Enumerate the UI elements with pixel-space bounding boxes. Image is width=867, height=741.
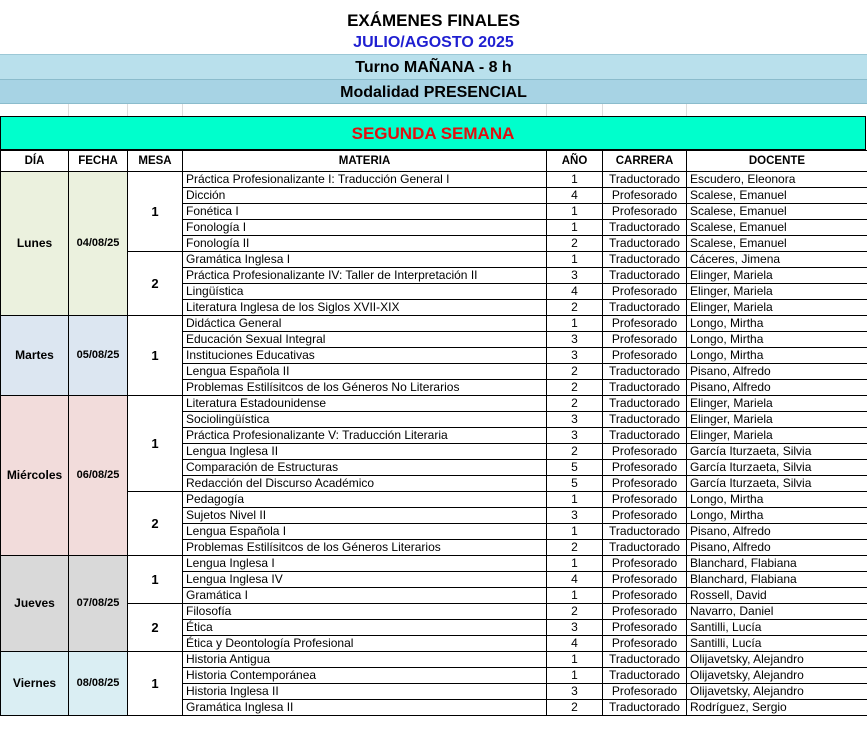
materia-cell: Práctica Profesionalizante V: Traducción Literaria bbox=[183, 428, 547, 444]
carrera-cell: Profesorado bbox=[603, 332, 687, 348]
table-row bbox=[1, 252, 867, 268]
anio-cell: 1 bbox=[547, 668, 603, 684]
column-header-anio: AÑO bbox=[547, 151, 603, 172]
anio-cell: 3 bbox=[547, 620, 603, 636]
sheet-gridlines bbox=[0, 104, 867, 116]
mesa-cell: 1 bbox=[128, 316, 183, 396]
anio-cell: 2 bbox=[547, 396, 603, 412]
table-row bbox=[1, 604, 867, 620]
carrera-cell: Traductorado bbox=[603, 252, 687, 268]
carrera-cell: Profesorado bbox=[603, 604, 687, 620]
anio-cell: 1 bbox=[547, 172, 603, 188]
mesa-cell: 1 bbox=[128, 652, 183, 716]
docente-cell: García Iturzaeta, Silvia bbox=[687, 476, 867, 492]
mesa-cell: 1 bbox=[128, 556, 183, 604]
docente-cell: Longo, Mirtha bbox=[687, 332, 867, 348]
docente-cell: Longo, Mirtha bbox=[687, 316, 867, 332]
carrera-cell: Profesorado bbox=[603, 348, 687, 364]
anio-cell: 3 bbox=[547, 684, 603, 700]
anio-cell: 3 bbox=[547, 268, 603, 284]
docente-cell: Olijavetsky, Alejandro bbox=[687, 668, 867, 684]
anio-cell: 3 bbox=[547, 428, 603, 444]
materia-cell: Gramática Inglesa II bbox=[183, 700, 547, 716]
column-header-mesa: MESA bbox=[128, 151, 183, 172]
docente-cell: Blanchard, Flabiana bbox=[687, 556, 867, 572]
column-header-carrera: CARRERA bbox=[603, 151, 687, 172]
carrera-cell: Profesorado bbox=[603, 508, 687, 524]
materia-cell: Historia Antigua bbox=[183, 652, 547, 668]
table-row bbox=[1, 652, 867, 668]
day-cell: Viernes bbox=[1, 652, 69, 716]
carrera-cell: Traductorado bbox=[603, 236, 687, 252]
carrera-cell: Traductorado bbox=[603, 540, 687, 556]
materia-cell: Educación Sexual Integral bbox=[183, 332, 547, 348]
column-header-materia: MATERIA bbox=[183, 151, 547, 172]
column-header-fecha: FECHA bbox=[69, 151, 128, 172]
mesa-cell: 2 bbox=[128, 604, 183, 652]
carrera-cell: Traductorado bbox=[603, 652, 687, 668]
anio-cell: 2 bbox=[547, 604, 603, 620]
docente-cell: Pisano, Alfredo bbox=[687, 540, 867, 556]
anio-cell: 2 bbox=[547, 444, 603, 460]
docente-cell: Santilli, Lucía bbox=[687, 636, 867, 652]
materia-cell: Práctica Profesionalizante I: Traducción General I bbox=[183, 172, 547, 188]
materia-cell: Gramática Inglesa I bbox=[183, 252, 547, 268]
materia-cell: Dicción bbox=[183, 188, 547, 204]
materia-cell: Pedagogía bbox=[183, 492, 547, 508]
materia-cell: Literatura Estadounidense bbox=[183, 396, 547, 412]
docente-cell: Olijavetsky, Alejandro bbox=[687, 652, 867, 668]
materia-cell: Ética bbox=[183, 620, 547, 636]
materia-cell: Sociolingüística bbox=[183, 412, 547, 428]
anio-cell: 3 bbox=[547, 348, 603, 364]
carrera-cell: Profesorado bbox=[603, 188, 687, 204]
table-body bbox=[1, 172, 867, 716]
carrera-cell: Profesorado bbox=[603, 460, 687, 476]
materia-cell: Lengua Inglesa IV bbox=[183, 572, 547, 588]
docente-cell: Santilli, Lucía bbox=[687, 620, 867, 636]
carrera-cell: Profesorado bbox=[603, 316, 687, 332]
anio-cell: 4 bbox=[547, 636, 603, 652]
anio-cell: 1 bbox=[547, 316, 603, 332]
materia-cell: Literatura Inglesa de los Siglos XVII-XIX bbox=[183, 300, 547, 316]
carrera-cell: Profesorado bbox=[603, 620, 687, 636]
anio-cell: 4 bbox=[547, 188, 603, 204]
anio-cell: 2 bbox=[547, 300, 603, 316]
anio-cell: 1 bbox=[547, 588, 603, 604]
materia-cell: Fonética I bbox=[183, 204, 547, 220]
anio-cell: 1 bbox=[547, 524, 603, 540]
date-cell: 07/08/25 bbox=[69, 556, 128, 652]
docente-cell: Navarro, Daniel bbox=[687, 604, 867, 620]
docente-cell: Blanchard, Flabiana bbox=[687, 572, 867, 588]
docente-cell: Longo, Mirtha bbox=[687, 348, 867, 364]
date-cell: 08/08/25 bbox=[69, 652, 128, 716]
anio-cell: 1 bbox=[547, 252, 603, 268]
materia-cell: Problemas Estilísitcos de los Géneros Literarios bbox=[183, 540, 547, 556]
anio-cell: 3 bbox=[547, 508, 603, 524]
date-cell: 06/08/25 bbox=[69, 396, 128, 556]
anio-cell: 2 bbox=[547, 236, 603, 252]
materia-cell: Lingüística bbox=[183, 284, 547, 300]
anio-cell: 3 bbox=[547, 332, 603, 348]
table-row bbox=[1, 556, 867, 572]
docente-cell: Pisano, Alfredo bbox=[687, 380, 867, 396]
anio-cell: 2 bbox=[547, 540, 603, 556]
docente-cell: Elinger, Mariela bbox=[687, 396, 867, 412]
materia-cell: Problemas Estilísitcos de los Géneros No Literarios bbox=[183, 380, 547, 396]
carrera-cell: Traductorado bbox=[603, 396, 687, 412]
carrera-cell: Profesorado bbox=[603, 556, 687, 572]
docente-cell: Olijavetsky, Alejandro bbox=[687, 684, 867, 700]
anio-cell: 5 bbox=[547, 460, 603, 476]
docente-cell: Elinger, Mariela bbox=[687, 428, 867, 444]
anio-cell: 2 bbox=[547, 700, 603, 716]
carrera-cell: Traductorado bbox=[603, 668, 687, 684]
docente-cell: Elinger, Mariela bbox=[687, 412, 867, 428]
docente-cell: Escudero, Eleonora bbox=[687, 172, 867, 188]
date-cell: 04/08/25 bbox=[69, 172, 128, 316]
anio-cell: 1 bbox=[547, 220, 603, 236]
anio-cell: 2 bbox=[547, 364, 603, 380]
carrera-cell: Traductorado bbox=[603, 364, 687, 380]
materia-cell: Fonología I bbox=[183, 220, 547, 236]
table-row bbox=[1, 316, 867, 332]
column-header-docente: DOCENTE bbox=[687, 151, 867, 172]
materia-cell: Redacción del Discurso Académico bbox=[183, 476, 547, 492]
docente-cell: Elinger, Mariela bbox=[687, 268, 867, 284]
table-row bbox=[1, 492, 867, 508]
table-row bbox=[1, 396, 867, 412]
carrera-cell: Traductorado bbox=[603, 524, 687, 540]
table-header-row bbox=[1, 151, 867, 172]
materia-cell: Fonología II bbox=[183, 236, 547, 252]
carrera-cell: Traductorado bbox=[603, 380, 687, 396]
mesa-cell: 2 bbox=[128, 492, 183, 556]
week-banner: SEGUNDA SEMANA bbox=[0, 116, 866, 150]
anio-cell: 2 bbox=[547, 380, 603, 396]
carrera-cell: Traductorado bbox=[603, 300, 687, 316]
day-cell: Lunes bbox=[1, 172, 69, 316]
docente-cell: Scalese, Emanuel bbox=[687, 204, 867, 220]
docente-cell: Pisano, Alfredo bbox=[687, 364, 867, 380]
carrera-cell: Profesorado bbox=[603, 588, 687, 604]
mesa-cell: 1 bbox=[128, 172, 183, 252]
materia-cell: Lengua Española II bbox=[183, 364, 547, 380]
carrera-cell: Profesorado bbox=[603, 476, 687, 492]
carrera-cell: Profesorado bbox=[603, 284, 687, 300]
docente-cell: Elinger, Mariela bbox=[687, 300, 867, 316]
materia-cell: Lengua Inglesa I bbox=[183, 556, 547, 572]
anio-cell: 5 bbox=[547, 476, 603, 492]
anio-cell: 1 bbox=[547, 204, 603, 220]
docente-cell: Rossell, David bbox=[687, 588, 867, 604]
carrera-cell: Traductorado bbox=[603, 268, 687, 284]
materia-cell: Sujetos Nivel II bbox=[183, 508, 547, 524]
day-cell: Jueves bbox=[1, 556, 69, 652]
docente-cell: Elinger, Mariela bbox=[687, 284, 867, 300]
carrera-cell: Traductorado bbox=[603, 700, 687, 716]
materia-cell: Historia Inglesa II bbox=[183, 684, 547, 700]
materia-cell: Instituciones Educativas bbox=[183, 348, 547, 364]
materia-cell: Lengua Española I bbox=[183, 524, 547, 540]
carrera-cell: Profesorado bbox=[603, 204, 687, 220]
docente-cell: Cáceres, Jimena bbox=[687, 252, 867, 268]
carrera-cell: Profesorado bbox=[603, 444, 687, 460]
anio-cell: 3 bbox=[547, 412, 603, 428]
carrera-cell: Traductorado bbox=[603, 172, 687, 188]
materia-cell: Ética y Deontología Profesional bbox=[183, 636, 547, 652]
docente-cell: García Iturzaeta, Silvia bbox=[687, 444, 867, 460]
docente-cell: Scalese, Emanuel bbox=[687, 220, 867, 236]
docente-cell: Longo, Mirtha bbox=[687, 508, 867, 524]
carrera-cell: Traductorado bbox=[603, 220, 687, 236]
materia-cell: Práctica Profesionalizante IV: Taller de Interpretación II bbox=[183, 268, 547, 284]
carrera-cell: Traductorado bbox=[603, 412, 687, 428]
mode-banner: Modalidad PRESENCIAL bbox=[0, 79, 867, 104]
docente-cell: Scalese, Emanuel bbox=[687, 188, 867, 204]
day-cell: Martes bbox=[1, 316, 69, 396]
docente-cell: Longo, Mirtha bbox=[687, 492, 867, 508]
anio-cell: 1 bbox=[547, 492, 603, 508]
table-row bbox=[1, 172, 867, 188]
mesa-cell: 2 bbox=[128, 252, 183, 316]
materia-cell: Lengua Inglesa II bbox=[183, 444, 547, 460]
carrera-cell: Profesorado bbox=[603, 684, 687, 700]
materia-cell: Filosofía bbox=[183, 604, 547, 620]
docente-cell: Rodríguez, Sergio bbox=[687, 700, 867, 716]
docente-cell: García Iturzaeta, Silvia bbox=[687, 460, 867, 476]
date-cell: 05/08/25 bbox=[69, 316, 128, 396]
anio-cell: 4 bbox=[547, 284, 603, 300]
page-title: EXÁMENES FINALES bbox=[347, 11, 520, 30]
mesa-cell: 1 bbox=[128, 396, 183, 492]
materia-cell: Comparación de Estructuras bbox=[183, 460, 547, 476]
carrera-cell: Profesorado bbox=[603, 572, 687, 588]
anio-cell: 1 bbox=[547, 556, 603, 572]
shift-banner: Turno MAÑANA - 8 h bbox=[0, 54, 867, 79]
carrera-cell: Profesorado bbox=[603, 492, 687, 508]
materia-cell: Gramática I bbox=[183, 588, 547, 604]
exam-schedule-table bbox=[0, 150, 867, 716]
day-cell: Miércoles bbox=[1, 396, 69, 556]
anio-cell: 4 bbox=[547, 572, 603, 588]
materia-cell: Didáctica General bbox=[183, 316, 547, 332]
anio-cell: 1 bbox=[547, 652, 603, 668]
docente-cell: Scalese, Emanuel bbox=[687, 236, 867, 252]
carrera-cell: Profesorado bbox=[603, 636, 687, 652]
period-title: JULIO/AGOSTO 2025 bbox=[353, 34, 514, 51]
carrera-cell: Traductorado bbox=[603, 428, 687, 444]
docente-cell: Pisano, Alfredo bbox=[687, 524, 867, 540]
column-header-dia: DÍA bbox=[1, 151, 69, 172]
materia-cell: Historia Contemporánea bbox=[183, 668, 547, 684]
